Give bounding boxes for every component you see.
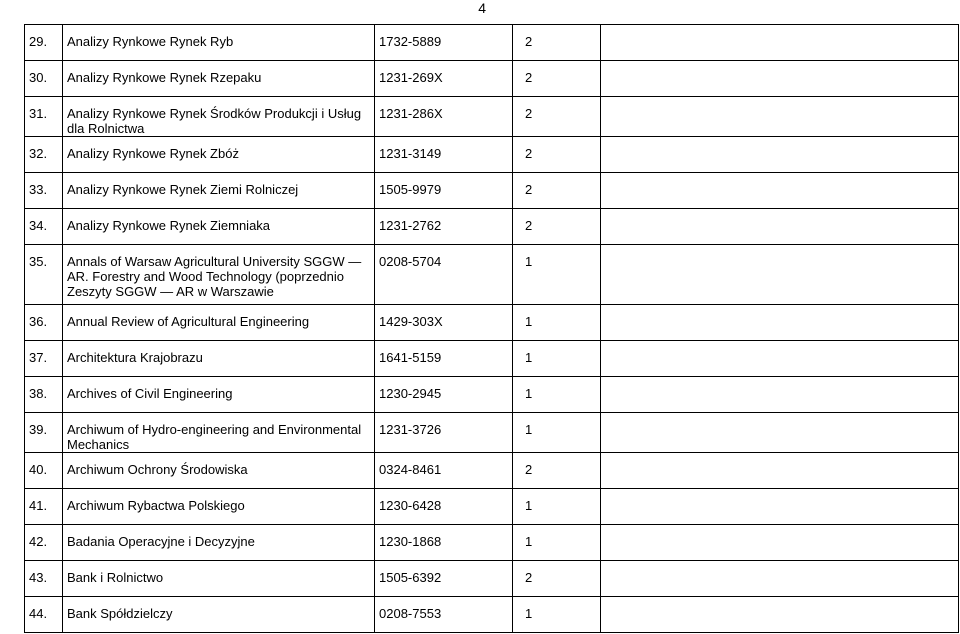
points-value: 2 bbox=[513, 25, 601, 61]
journal-title: Bank i Rolnictwo bbox=[63, 561, 375, 597]
page-number: 4 bbox=[478, 0, 486, 16]
table-row bbox=[25, 137, 959, 173]
empty-cell bbox=[601, 377, 959, 413]
empty-cell bbox=[601, 305, 959, 341]
issn-number: 1732-5889 bbox=[375, 25, 513, 61]
journal-title: Bank Spółdzielczy bbox=[63, 597, 375, 633]
journal-title: Archives of Civil Engineering bbox=[63, 377, 375, 413]
table-row bbox=[25, 209, 959, 245]
row-number: 41. bbox=[25, 489, 63, 525]
row-number: 38. bbox=[25, 377, 63, 413]
issn-number: 1231-269X bbox=[375, 61, 513, 97]
points-value: 2 bbox=[513, 61, 601, 97]
journal-title: Analizy Rynkowe Rynek Zbóż bbox=[63, 137, 375, 173]
table-row bbox=[25, 97, 959, 137]
row-number: 43. bbox=[25, 561, 63, 597]
issn-number: 1505-6392 bbox=[375, 561, 513, 597]
row-number: 40. bbox=[25, 453, 63, 489]
empty-cell bbox=[601, 453, 959, 489]
table-row bbox=[25, 597, 959, 633]
row-number: 44. bbox=[25, 597, 63, 633]
issn-number: 1429-303X bbox=[375, 305, 513, 341]
issn-number: 1231-286X bbox=[375, 97, 513, 137]
empty-cell bbox=[601, 61, 959, 97]
issn-number: 0324-8461 bbox=[375, 453, 513, 489]
empty-cell bbox=[601, 137, 959, 173]
empty-cell bbox=[601, 489, 959, 525]
points-value: 2 bbox=[513, 137, 601, 173]
row-number: 30. bbox=[25, 61, 63, 97]
empty-cell bbox=[601, 597, 959, 633]
journal-table bbox=[24, 24, 959, 633]
journal-title: Architektura Krajobrazu bbox=[63, 341, 375, 377]
empty-cell bbox=[601, 173, 959, 209]
journal-title: Archiwum of Hydro-engineering and Environmental Mechanics bbox=[63, 413, 375, 453]
points-value: 1 bbox=[513, 597, 601, 633]
points-value: 2 bbox=[513, 173, 601, 209]
row-number: 29. bbox=[25, 25, 63, 61]
journal-table-body bbox=[25, 25, 959, 633]
empty-cell bbox=[601, 561, 959, 597]
row-number: 36. bbox=[25, 305, 63, 341]
points-value: 1 bbox=[513, 245, 601, 305]
journal-title: Analizy Rynkowe Rynek Ziemniaka bbox=[63, 209, 375, 245]
issn-number: 1505-9979 bbox=[375, 173, 513, 209]
points-value: 1 bbox=[513, 489, 601, 525]
points-value: 2 bbox=[513, 97, 601, 137]
empty-cell bbox=[601, 525, 959, 561]
journal-title: Analizy Rynkowe Rynek Środków Produkcji i Usług dla Rolnictwa bbox=[63, 97, 375, 137]
issn-number: 1231-3149 bbox=[375, 137, 513, 173]
issn-number: 1231-3726 bbox=[375, 413, 513, 453]
journal-title: Analizy Rynkowe Rynek Ryb bbox=[63, 25, 375, 61]
table-row bbox=[25, 305, 959, 341]
row-number: 37. bbox=[25, 341, 63, 377]
empty-cell bbox=[601, 97, 959, 137]
empty-cell bbox=[601, 341, 959, 377]
journal-title: Archiwum Ochrony Środowiska bbox=[63, 453, 375, 489]
row-number: 42. bbox=[25, 525, 63, 561]
table-row bbox=[25, 453, 959, 489]
points-value: 1 bbox=[513, 305, 601, 341]
table-row bbox=[25, 173, 959, 209]
journal-title: Analizy Rynkowe Rynek Ziemi Rolniczej bbox=[63, 173, 375, 209]
table-row bbox=[25, 413, 959, 453]
points-value: 1 bbox=[513, 525, 601, 561]
table-row bbox=[25, 489, 959, 525]
points-value: 1 bbox=[513, 341, 601, 377]
points-value: 2 bbox=[513, 561, 601, 597]
row-number: 32. bbox=[25, 137, 63, 173]
issn-number: 1230-6428 bbox=[375, 489, 513, 525]
table-row bbox=[25, 525, 959, 561]
table-row bbox=[25, 61, 959, 97]
table-row bbox=[25, 561, 959, 597]
issn-number: 0208-5704 bbox=[375, 245, 513, 305]
row-number: 33. bbox=[25, 173, 63, 209]
points-value: 2 bbox=[513, 209, 601, 245]
empty-cell bbox=[601, 209, 959, 245]
issn-number: 1230-2945 bbox=[375, 377, 513, 413]
row-number: 39. bbox=[25, 413, 63, 453]
table-row bbox=[25, 341, 959, 377]
table-row bbox=[25, 25, 959, 61]
table-row bbox=[25, 245, 959, 305]
journal-title: Analizy Rynkowe Rynek Rzepaku bbox=[63, 61, 375, 97]
issn-number: 1641-5159 bbox=[375, 341, 513, 377]
journal-title: Badania Operacyjne i Decyzyjne bbox=[63, 525, 375, 561]
journal-title: Annual Review of Agricultural Engineering bbox=[63, 305, 375, 341]
row-number: 34. bbox=[25, 209, 63, 245]
empty-cell bbox=[601, 413, 959, 453]
points-value: 2 bbox=[513, 453, 601, 489]
row-number: 31. bbox=[25, 97, 63, 137]
issn-number: 1231-2762 bbox=[375, 209, 513, 245]
issn-number: 0208-7553 bbox=[375, 597, 513, 633]
issn-number: 1230-1868 bbox=[375, 525, 513, 561]
journal-title: Archiwum Rybactwa Polskiego bbox=[63, 489, 375, 525]
empty-cell bbox=[601, 25, 959, 61]
journal-title: Annals of Warsaw Agricultural University SGGW — AR. Forestry and Wood Technology (poprzednio Zeszyty SGGW — AR w Warszawie bbox=[63, 245, 375, 305]
points-value: 1 bbox=[513, 413, 601, 453]
points-value: 1 bbox=[513, 377, 601, 413]
row-number: 35. bbox=[25, 245, 63, 305]
empty-cell bbox=[601, 245, 959, 305]
table-row bbox=[25, 377, 959, 413]
